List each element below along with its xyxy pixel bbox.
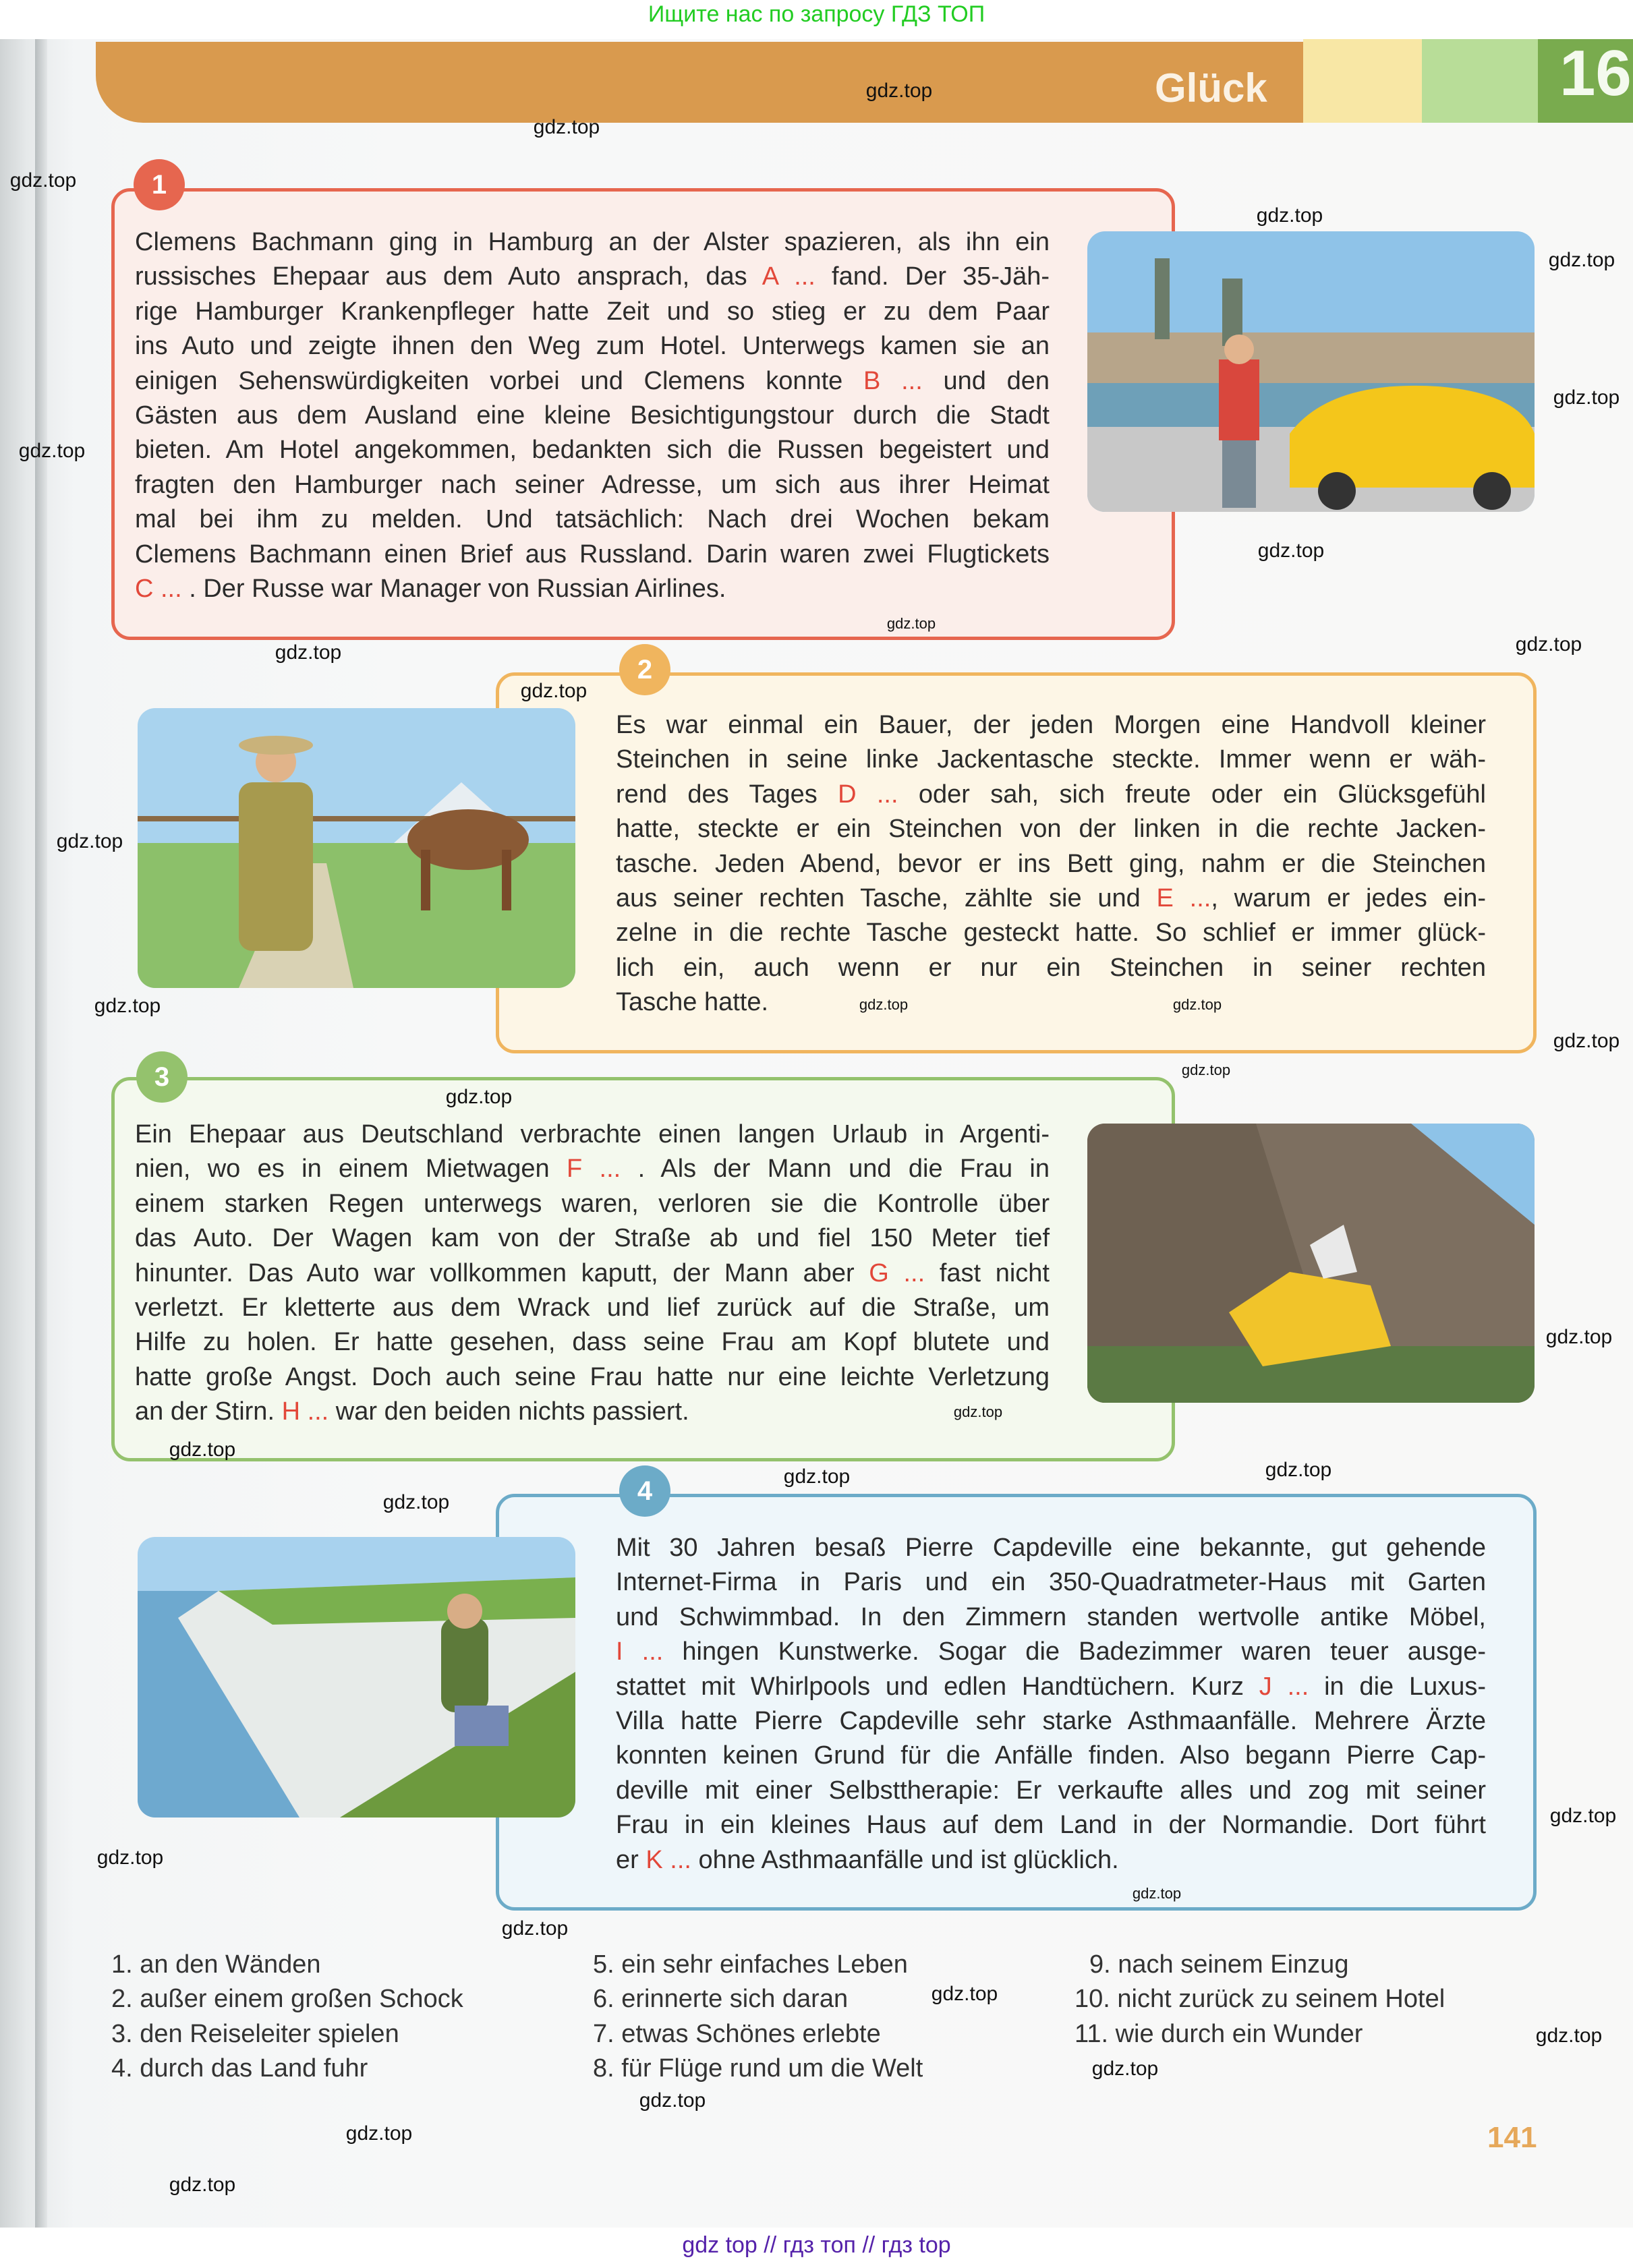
gap-placeholder: G ... — [869, 1258, 925, 1287]
watermark: gdz.top — [1181, 1062, 1231, 1078]
text-line — [135, 502, 1050, 537]
watermark: gdz.top — [18, 440, 86, 462]
answer-option: 7. etwas Schönes erlebte — [593, 2019, 881, 2048]
chapter-title: Glück — [1155, 65, 1267, 111]
watermark: gdz.top — [94, 995, 161, 1017]
text-line — [616, 812, 1486, 846]
text-3-body — [135, 1117, 1050, 1430]
page-spine-shadow — [35, 39, 47, 2228]
text-segment: Villa hatte Pierre Capdeville sehr starke Asthmaanfälle. Mehrere Ärzte — [616, 1707, 1486, 1736]
text-segment: mal bei ihm zu melden. Und tatsächlich: Nach drei Wochen bekam — [135, 505, 1050, 534]
text-segment: russisches Ehepaar aus dem Auto ansprach, das — [135, 262, 762, 291]
hamburg-car-illustration — [1087, 231, 1535, 512]
text-segment: Steinchen in seine linke Jackentasche steckte. Immer wenn er wäh- — [616, 745, 1486, 774]
gap-placeholder: I ... — [616, 1637, 664, 1666]
text-line — [616, 1531, 1486, 1565]
normandy-cliffs-illustration — [138, 1537, 575, 1818]
farmer-horse-illustration — [138, 708, 575, 988]
page-number: 141 — [1487, 2121, 1537, 2154]
answer-column-1 — [111, 1950, 463, 2089]
text-line — [616, 1565, 1486, 1600]
text-line — [616, 1739, 1486, 1773]
watermark: gdz.top — [1132, 1885, 1182, 1902]
watermark: gdz.top — [1553, 386, 1620, 409]
text-segment: . Der Russe war Manager von Russian Airlines. — [181, 575, 726, 604]
answer-option: 4. durch das Land fuhr — [111, 2054, 368, 2083]
text-segment: Internet-Firma in Paris und ein 350-Quadratmeter-Haus mit Garten — [616, 1568, 1486, 1597]
footer-links[interactable]: gdz top // гдз топ // гдз top — [682, 2232, 951, 2258]
watermark: gdz.top — [1549, 1805, 1617, 1827]
text-line — [616, 881, 1486, 916]
text-segment: an der Stirn. — [135, 1397, 282, 1426]
watermark: gdz.top — [1553, 1030, 1620, 1052]
text-segment: hatte, steckte er ein Steinchen von der linken in die rechte Jacken- — [616, 815, 1486, 844]
answer-column-2 — [593, 1950, 923, 2089]
text-line — [616, 916, 1486, 950]
watermark: gdz.top — [886, 615, 936, 632]
watermark: gdz.top — [520, 680, 588, 702]
text-segment: oder sah, sich freute oder ein Glücksgefühl — [898, 780, 1487, 809]
watermark: gdz.top — [1256, 204, 1323, 227]
text-segment: einem starken Regen unterwegs waren, verloren sie die Kontrolle über — [135, 1189, 1050, 1218]
gap-placeholder: C ... — [135, 575, 182, 604]
watermark: gdz.top — [169, 1438, 236, 1461]
gap-placeholder: K ... — [646, 1845, 691, 1874]
text-segment: einigen Sehenswürdigkeiten vorbei und Clemens konnte — [135, 366, 864, 395]
text-line — [616, 1774, 1486, 1808]
text-line — [135, 433, 1050, 467]
text-line — [135, 1325, 1050, 1360]
text-segment: hingen Kunstwerke. Sogar die Badezimmer waren teuer ausge- — [663, 1637, 1486, 1666]
text-line — [135, 1360, 1050, 1395]
text-4-body — [616, 1531, 1486, 1878]
text-segment: zelne in die rechte Tasche gesteckt hatte. So schlief er immer glück- — [616, 919, 1486, 948]
watermark: gdz.top — [501, 1917, 569, 1940]
text-segment: fand. Der 35-Jäh- — [815, 262, 1050, 291]
text-segment: rend des Tages — [616, 780, 838, 809]
answer-option: 8. für Flüge rund um die Welt — [593, 2054, 923, 2083]
text-line — [616, 1635, 1486, 1669]
watermark: gdz.top — [533, 116, 600, 138]
watermark: gdz.top — [1545, 1326, 1613, 1348]
answer-option: 3. den Reiseleiter spielen — [111, 2019, 399, 2048]
watermark: gdz.top — [345, 2122, 413, 2145]
watermark: gdz.top — [382, 1491, 450, 1513]
answer-option: 1. an den Wänden — [111, 1950, 321, 1979]
text-line — [135, 225, 1050, 260]
text-line — [135, 572, 1050, 606]
answer-option: 6. erinnerte sich daran — [593, 1985, 849, 2014]
text-segment: Ein Ehepaar aus Deutschland verbrachte einen langen Urlaub in Argenti- — [135, 1120, 1050, 1148]
text-line — [616, 951, 1486, 985]
text-segment: in die Luxus- — [1309, 1672, 1487, 1701]
text-line — [135, 364, 1050, 399]
text-1-body — [135, 225, 1050, 606]
text-segment: lich ein, auch wenn er nur ein Steinchen in seiner rechten — [616, 953, 1486, 982]
text-segment: bieten. Am Hotel angekommen, bedankten sich die Russen begeistert und — [135, 436, 1050, 465]
text-segment: stattet mit Whirlpools und edlen Handtüchern. Kurz — [616, 1672, 1259, 1701]
text-2-body — [616, 708, 1486, 1020]
text-segment: und Schwimmbad. In den Zimmern standen wertvolle antike Möbel, — [616, 1602, 1486, 1631]
watermark: gdz.top — [1172, 996, 1222, 1013]
text-line — [135, 468, 1050, 502]
watermark: gdz.top — [1515, 633, 1582, 656]
watermark: gdz.top — [953, 1403, 1003, 1420]
search-hint-banner: Ищите нас по запросу ГДЗ ТОП — [648, 1, 985, 27]
text-segment: Tasche hatte. — [616, 988, 769, 1017]
answer-option: 10. nicht zurück zu seinem Hotel — [1075, 1985, 1445, 2014]
text-segment: tasche. Jeden Abend, bevor er ins Bett ging, nahm er die Steinchen — [616, 849, 1486, 878]
watermark: gdz.top — [169, 2174, 236, 2196]
text-line — [616, 1600, 1486, 1635]
watermark: gdz.top — [1548, 249, 1615, 271]
text-line — [135, 1221, 1050, 1256]
text-segment: ins Auto und zeigte ihnen den Weg zum Hotel. Unterwegs kamen sie an — [135, 332, 1050, 361]
text-line — [616, 847, 1486, 881]
text-number-badge-1: 1 — [134, 159, 185, 210]
watermark: gdz.top — [931, 1983, 998, 2005]
answer-option: 11. wie durch ein Wunder — [1075, 2019, 1363, 2048]
text-line — [135, 295, 1050, 329]
text-number-badge-3: 3 — [136, 1051, 188, 1103]
text-segment: konnten keinen Grund für die Anfälle finden. Also begann Pierre Cap- — [616, 1741, 1486, 1770]
gap-placeholder: F ... — [567, 1155, 621, 1184]
chapter-number: 16 — [1559, 37, 1632, 109]
text-segment: , warum er jedes ein- — [1211, 884, 1486, 913]
text-segment: verletzt. Er kletterte aus dem Wrack und lief zurück auf die Straße, um — [135, 1293, 1050, 1322]
text-line — [135, 1291, 1050, 1325]
text-line — [616, 985, 1486, 1020]
watermark: gdz.top — [445, 1086, 513, 1108]
answer-option: 2. außer einem großen Schock — [111, 1985, 463, 2014]
watermark: gdz.top — [275, 641, 342, 664]
watermark: gdz.top — [865, 80, 933, 102]
text-segment: hatte große Angst. Doch auch seine Frau hatte nur eine leichte Verletzung — [135, 1362, 1050, 1391]
header-tab-light-green — [1422, 39, 1538, 123]
watermark: gdz.top — [1265, 1459, 1332, 1481]
text-line — [135, 260, 1050, 294]
text-segment: nien, wo es in einem Mietwagen — [135, 1155, 567, 1184]
text-segment: deville mit einer Selbsttherapie: Er verkaufte alles und zog mit seiner — [616, 1776, 1486, 1805]
watermark: gdz.top — [96, 1847, 164, 1869]
watermark: gdz.top — [1535, 2025, 1603, 2047]
text-segment: fast nicht — [925, 1258, 1050, 1287]
text-segment: Es war einmal ein Bauer, der jeden Morgen eine Handvoll kleiner — [616, 711, 1486, 739]
car-crash-illustration — [1087, 1124, 1535, 1403]
text-segment: rige Hamburger Krankenpfleger hatte Zeit und so stieg er zu dem Paar — [135, 297, 1050, 326]
watermark: gdz.top — [56, 830, 123, 852]
watermark: gdz.top — [859, 996, 909, 1013]
watermark: gdz.top — [639, 2089, 706, 2112]
text-number-badge-4: 4 — [619, 1465, 670, 1517]
text-segment: er — [616, 1845, 646, 1874]
text-line — [616, 743, 1486, 777]
gap-placeholder: A ... — [762, 262, 815, 291]
header-tab-yellow — [1303, 39, 1422, 123]
text-line — [616, 1704, 1486, 1739]
text-line — [616, 1808, 1486, 1842]
watermark: gdz.top — [1257, 540, 1325, 562]
gap-placeholder: J ... — [1259, 1672, 1309, 1701]
answer-option: 5. ein sehr einfaches Leben — [593, 1950, 908, 1979]
text-line — [616, 778, 1486, 812]
answer-option: 9. nach seinem Einzug — [1089, 1950, 1349, 1979]
text-segment: Clemens Bachmann ging in Hamburg an der Alster spazieren, als ihn ein — [135, 228, 1050, 256]
text-segment: hinunter. Das Auto war vollkommen kaputt, der Mann aber — [135, 1258, 869, 1287]
text-number-badge-2: 2 — [619, 644, 670, 695]
watermark: gdz.top — [1091, 2058, 1159, 2080]
text-segment: Frau in ein kleines Haus auf dem Land in der Normandie. Dort führt — [616, 1811, 1486, 1840]
text-line — [135, 399, 1050, 433]
text-line — [135, 1256, 1050, 1291]
text-line — [135, 329, 1050, 364]
text-line — [135, 537, 1050, 572]
text-segment: fragten den Hamburger nach seiner Adresse, um sich aus ihrer Heimat — [135, 470, 1050, 499]
text-segment: Mit 30 Jahren besaß Pierre Capdeville eine bekannte, gut gehende — [616, 1534, 1486, 1562]
text-segment: war den beiden nichts passiert. — [328, 1397, 689, 1426]
text-line — [616, 1843, 1486, 1878]
text-segment: Gästen aus dem Ausland eine kleine Besichtigungstour durch die Stadt — [135, 401, 1050, 430]
text-segment: und den — [922, 366, 1050, 395]
gap-placeholder: H ... — [281, 1397, 329, 1426]
text-line — [135, 1152, 1050, 1186]
text-segment: Clemens Bachmann einen Brief aus Russland. Darin waren zwei Flugtickets — [135, 540, 1050, 569]
text-line — [135, 1117, 1050, 1152]
gap-placeholder: B ... — [863, 366, 923, 395]
text-segment: das Auto. Der Wagen kam von der Straße ab und fiel 150 Meter tief — [135, 1224, 1050, 1253]
text-segment: ohne Asthmaanfälle und ist glücklich. — [691, 1845, 1119, 1874]
gap-placeholder: E ... — [1156, 884, 1211, 913]
text-segment: aus seiner rechten Tasche, zählte sie und — [616, 884, 1157, 913]
gap-placeholder: D ... — [838, 780, 898, 809]
text-segment: . Als der Mann und die Frau in — [621, 1155, 1050, 1184]
answer-column-3 — [1075, 1950, 1445, 2054]
text-segment: Hilfe zu holen. Er hatte gesehen, dass seine Frau am Kopf blutete und — [135, 1328, 1050, 1357]
watermark: gdz.top — [9, 169, 77, 192]
text-line — [616, 708, 1486, 743]
chapter-header-bar — [96, 42, 1303, 123]
text-line — [135, 1395, 1050, 1429]
watermark: gdz.top — [783, 1465, 851, 1488]
text-line — [135, 1187, 1050, 1221]
text-line — [616, 1670, 1486, 1704]
